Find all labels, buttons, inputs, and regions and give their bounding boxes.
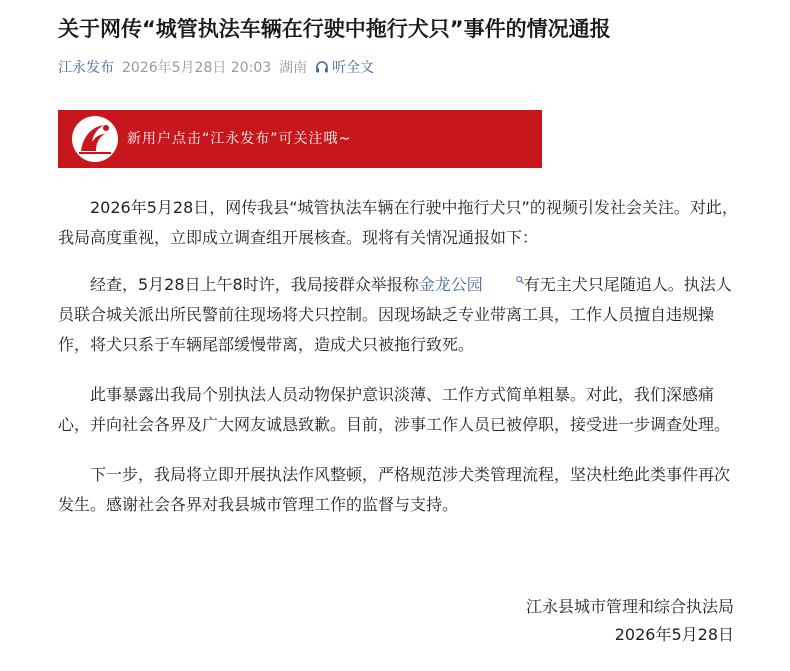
search-icon (484, 267, 524, 297)
publish-datetime: 2026年5月28日 20:03 (122, 60, 272, 76)
paragraph-2-text-after: 有无主犬只尾随追人。执法人员联合城关派出所民警前往现场将犬只控制。因现场缺乏专业带离工具，工作人员擅自违规操作，将犬只系于车辆尾部缓慢带离，造成犬只被拖行致死。 (58, 275, 732, 354)
publish-location: 湖南 (279, 60, 308, 76)
listen-full-text-button[interactable] (315, 60, 374, 76)
jiangyong-logo (71, 115, 119, 163)
signature-date: 2026年5月28日 (614, 625, 734, 644)
paragraph-3: 此事暴露出我局个别执法人员动物保护意识淡薄、工作方式简单粗暴。对此，我们深感痛心，并向社会各界及广大网友诚恳致歉。目前，涉事工作人员已被停职，接受进一步调查处理。 (58, 385, 731, 434)
article-body (58, 193, 742, 520)
paragraph-2-text-before: 经查，5月28日上午8时许，我局接群众举报称 (90, 275, 419, 294)
article-title: 关于网传“城管执法车辆在行驶中拖行犬只”事件的情况通报 (58, 17, 611, 41)
listen-label: 听全文 (332, 60, 375, 76)
article-source-link[interactable]: 江永发布 (58, 60, 114, 76)
follow-banner[interactable] (58, 110, 542, 168)
banner-text: 新用户点击“江永发布”可关注哦~ (127, 131, 352, 147)
signature-organization: 江永县城市管理和综合执法局 (525, 597, 734, 616)
paragraph-2 (58, 267, 742, 360)
article-meta (58, 58, 374, 78)
paragraph-4: 下一步，我局将立即开展执法作风整顿，严格规范涉犬类管理流程，坚决杜绝此类事件再次发生。感谢社会各界对我县城市管理工作的监督与支持。 (58, 465, 731, 514)
headphone-icon (315, 60, 329, 74)
paragraph-1: 2026年5月28日，网传我县“城管执法车辆在行驶中拖行犬只”的视频引发社会关注。对此，我局高度重视，立即成立调查组开展核查。现将有关情况通报如下： (58, 198, 738, 247)
location-link-label: 金龙公园 (418, 275, 483, 294)
location-link[interactable] (419, 275, 524, 294)
